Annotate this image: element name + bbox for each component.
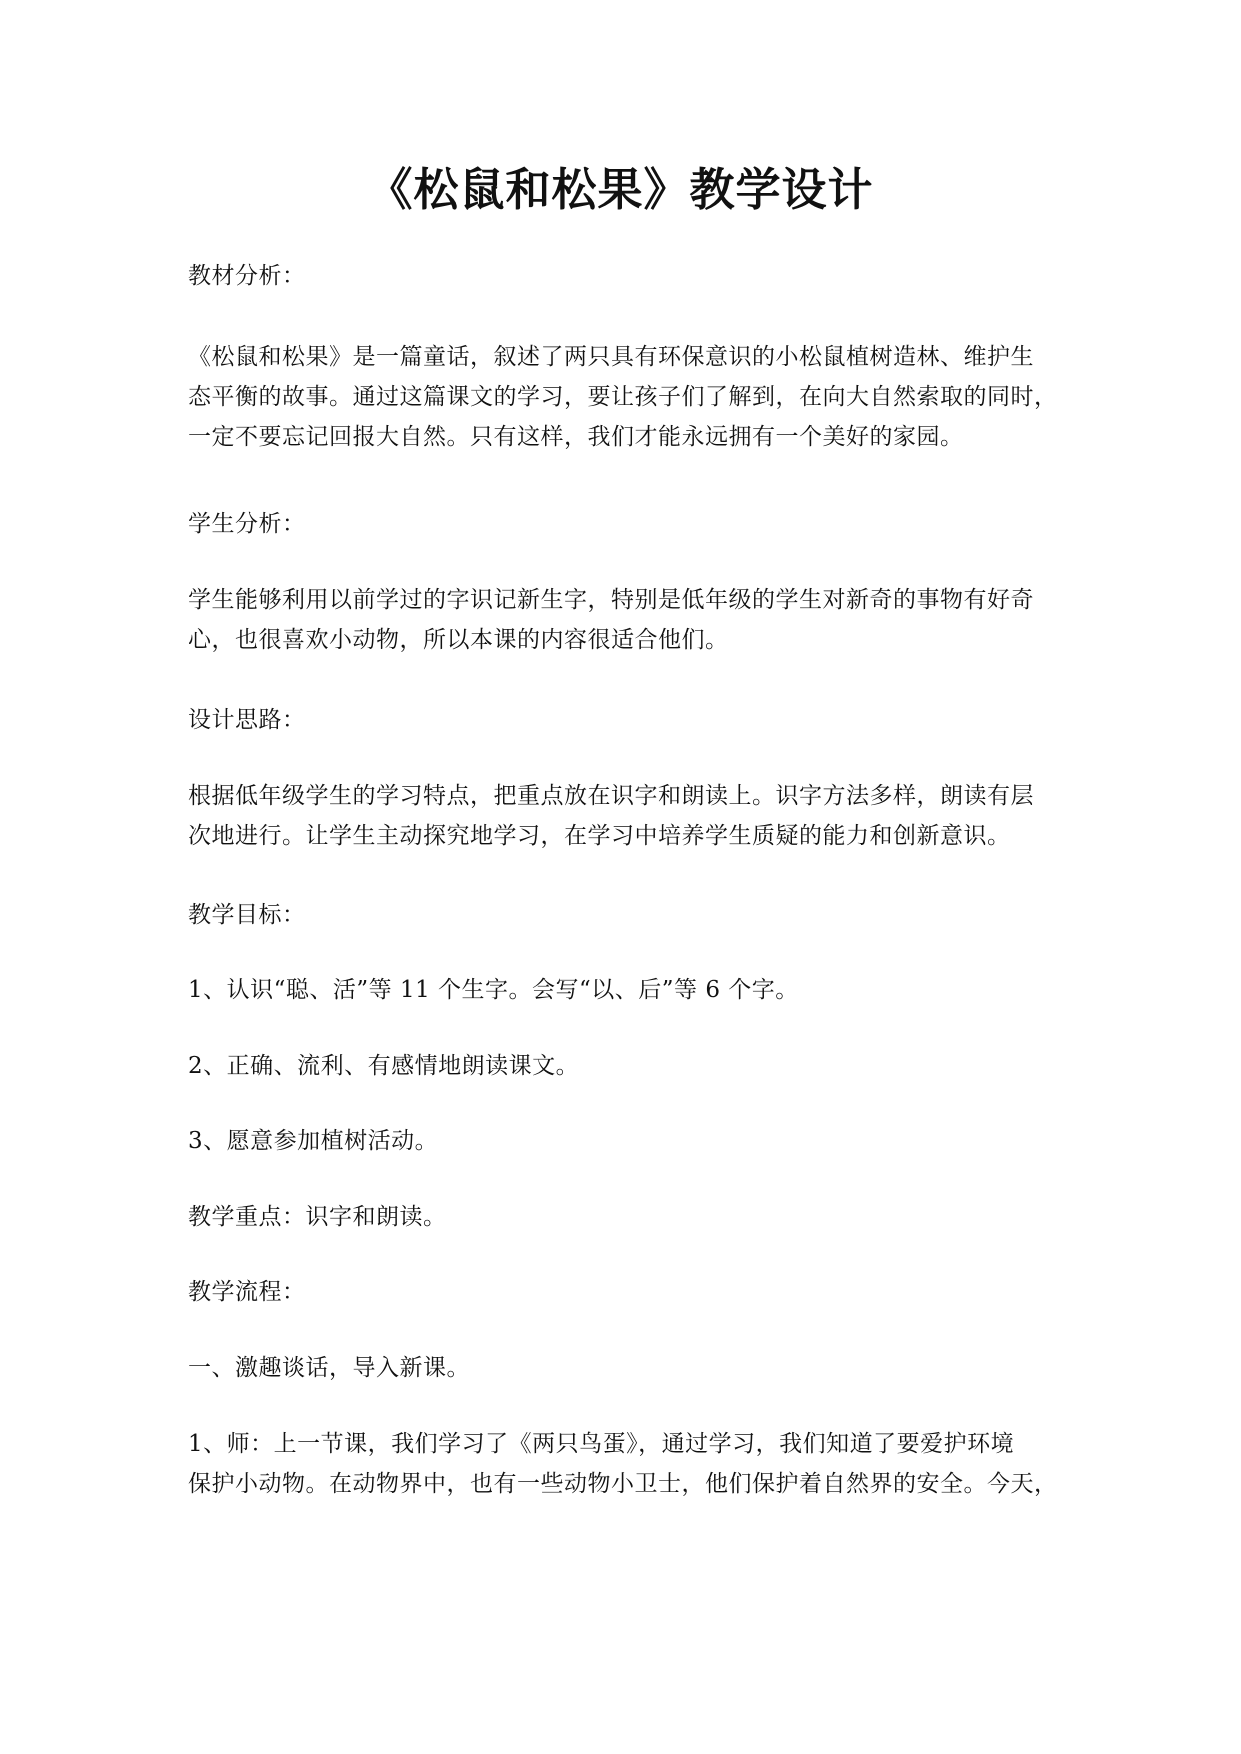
document-title: 《松鼠和松果》教学设计: [367, 163, 874, 216]
step1-paragraph: [188, 1424, 1088, 1504]
design-heading: 设计思路：: [188, 707, 306, 733]
paragraph-line: 学生能够利用以前学过的字识记新生字，特别是低年级的学生对新奇的事物有好奇: [188, 587, 1034, 613]
student-paragraph: [188, 580, 1088, 660]
paragraph-line: 保护小动物。在动物界中，也有一些动物小卫士，他们保护着自然界的安全。今天，: [188, 1471, 1058, 1497]
paragraph-line: 态平衡的故事。通过这篇课文的学习，要让孩子们了解到，在向大自然索取的同时，: [188, 384, 1058, 410]
paragraph-line: 《松鼠和松果》是一篇童话，叙述了两只具有环保意识的小松鼠植树造林、维护生: [188, 344, 1034, 370]
paragraph-line: 次地进行。让学生主动探究地学习，在学习中培养学生质疑的能力和创新意识。: [188, 823, 1011, 849]
focus-line: 教学重点：识字和朗读。: [188, 1204, 447, 1230]
paragraph-line: 1、师：上一节课，我们学习了《两只鸟蛋》，通过学习，我们知道了要爱护环境: [188, 1431, 1015, 1457]
paragraph-line: 心，也很喜欢小动物，所以本课的内容很适合他们。: [188, 627, 729, 653]
material-paragraph: [188, 337, 1088, 457]
goal-item: 2、正确、流利、有感情地朗读课文。: [188, 1053, 580, 1079]
process-heading: 教学流程：: [188, 1279, 306, 1305]
step1-heading: 一、激趣谈话，导入新课。: [188, 1355, 470, 1381]
goal-item: 3、愿意参加植树活动。: [188, 1128, 439, 1154]
paragraph-line: 根据低年级学生的学习特点，把重点放在识字和朗读上。识字方法多样，朗读有层: [188, 783, 1034, 809]
goal-item: 1、认识“聪、活”等 11 个生字。会写“以、后”等 6 个字。: [188, 977, 799, 1003]
paragraph-line: 一定不要忘记回报大自然。只有这样，我们才能永远拥有一个美好的家园。: [188, 424, 964, 450]
design-paragraph: [188, 776, 1088, 856]
student-heading: 学生分析：: [188, 511, 306, 537]
material-heading: 教材分析：: [188, 263, 306, 289]
goals-heading: 教学目标：: [188, 902, 306, 928]
